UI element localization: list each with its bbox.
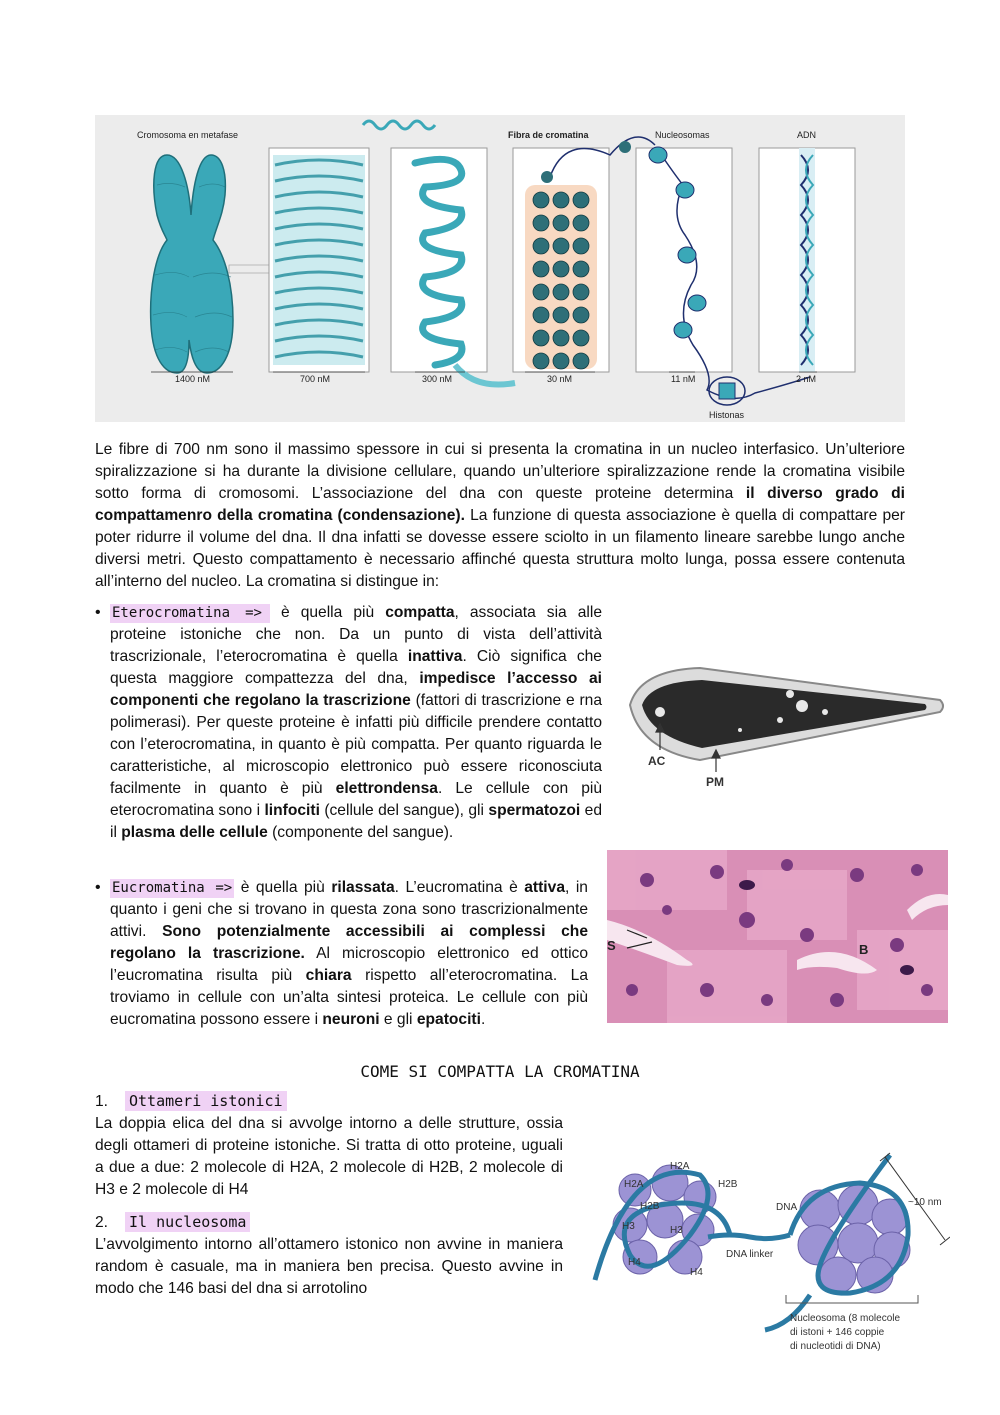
label-h2b: H2B — [718, 1179, 738, 1190]
etero-text: (componente del sangue). — [267, 824, 454, 841]
dna-helix-drawing — [799, 148, 815, 372]
euc-bold: attiva — [524, 879, 565, 896]
scale-30: 30 nM — [547, 374, 573, 384]
nucleosoma-number: 2. — [95, 1214, 109, 1231]
label-histonas: Histonas — [709, 410, 745, 420]
label-s: S — [607, 938, 616, 953]
label-fibra: Fibra de cromatina — [508, 130, 589, 140]
liver-histology-image — [607, 850, 948, 1023]
label-ac: AC — [648, 754, 666, 768]
chromosome-drawing — [151, 155, 269, 373]
etero-text: ed il — [110, 802, 602, 841]
nucleosoma-paragraph: L’avvolgimento intorno all’ottamero istonico non avvine in maniera random è casuale, ma in maniera ben precisa. Questo avvine in modo che 146 basi del dna si arrotolino — [95, 1236, 563, 1297]
bullet-icon: • — [95, 604, 101, 621]
eterocromatina-bullet — [95, 602, 602, 844]
scale-700: 700 nM — [300, 374, 331, 384]
label-h4-right: H4 — [690, 1267, 703, 1278]
caption-line-1: Nucleosoma (8 molecole — [790, 1313, 901, 1324]
etero-text: è quella più — [269, 604, 386, 621]
label-size: ~10 nm — [908, 1197, 942, 1208]
label-h2a-small: H2A — [624, 1179, 644, 1190]
euc-text: . L’eucromatina è — [394, 879, 525, 896]
label-cromosoma: Cromosoma en metafase — [137, 130, 239, 140]
eucromatina-title: Eucromatina => — [112, 880, 233, 896]
etero-text: (fattori di trascrizione e rna polimerasi). Per queste proteine è infatti più difficile prendere contatto con l’eterocromatina, in quanto è più compatta. Per quanto riguarda le caratteristiche, al microscopio elettronico può essere riconosciuta facilmente in quanto è più — [110, 692, 602, 797]
intro-bold-1: il diverso grado di compattamenro della cromatina (condensazione). — [95, 485, 905, 524]
etero-bold: spermatozoi — [488, 802, 581, 819]
intro-text-2: La funzione di questa associazione è quella di compattare per poter ridurre il volume del dna. Il dna infatti se dovesse essere sciolto in un filamento lineare sarebbe lungo anche diversi metri. Questo compattamento è necessario affinché questa struttura molto lunga, possa essere contenuta all’interno del nucleo. La cromatina si distingue in: — [95, 507, 905, 590]
euc-text: Al microscopio elettronico ed ottico l’eucromatina risulta più — [110, 945, 589, 984]
etero-text: . Ciò significa che questa maggiore compattezza del dna, — [110, 648, 602, 687]
eterocromatina-title: Eterocromatina => — [110, 604, 270, 623]
caption-line-3: di nucleotidi di DNA) — [790, 1341, 881, 1352]
intro-paragraph — [95, 439, 905, 593]
scale-1400: 1400 nM — [175, 374, 211, 384]
label-h3-mid: H3 — [670, 1225, 683, 1236]
spermatozoon-micrograph — [620, 650, 950, 800]
ottameri-paragraph: La doppia elica del dna si avvolge intorno a delle strutture, ossia degli ottameri di proteine istoniche. Si tratta di otto proteine, uguali a due a due: 2 molecole di H2A, 2 molecole di H2B, 2 molecole di H3 e 2 molecole di H4 — [95, 1115, 563, 1198]
label-b: B — [859, 942, 869, 957]
nucleosoma-heading — [95, 1211, 250, 1234]
etero-bold: impedisce l’accesso ai componenti che regolano la trascrizione — [110, 670, 602, 709]
section-title: COME SI COMPATTA LA CROMATINA — [360, 1062, 640, 1081]
nucleosoma-title: Il nucleosoma — [125, 1212, 250, 1232]
nucleosome-diagram — [590, 1135, 950, 1370]
euc-bold: Sono potenzialmente accessibili ai complessi che regolano la trascrizione. — [110, 923, 588, 962]
caption-line-2: di istoni + 146 coppie — [790, 1327, 885, 1338]
etero-text: , associata sia alle proteine istoniche che non. Da un punto di vista dell’attività trascrizionale, l’eterocromatina è quella — [110, 604, 602, 665]
label-pm: PM — [706, 775, 724, 789]
euc-text: è quella più — [234, 879, 332, 896]
label-h3-left: H3 — [622, 1221, 635, 1232]
label-adn: ADN — [797, 130, 817, 140]
euc-bold: rilassata — [331, 879, 395, 896]
etero-text: . Le cellule con più eterocromatina sono i — [110, 780, 602, 819]
bullet-icon: • — [95, 879, 101, 896]
eucromatina-bullet — [95, 877, 589, 1031]
label-h2a: H2A — [670, 1161, 690, 1172]
ottameri-title: Ottameri istonici — [125, 1091, 287, 1111]
euc-bold: neuroni — [322, 1011, 380, 1028]
ottameri-heading — [95, 1090, 287, 1113]
euc-text: rispetto all’eterocromatina. La troviamo in cellule con un’alta sintesi proteica. Le cellule con più eucromatina possono essere i — [110, 967, 588, 1028]
etero-bold: elettrondensa — [335, 780, 438, 797]
scale-2: 2 nM — [796, 374, 817, 384]
ottameri-number: 1. — [95, 1093, 109, 1110]
etero-bold: inattiva — [407, 648, 463, 665]
euc-bold: chiara — [305, 967, 352, 984]
scale-11: 11 nM — [671, 374, 696, 384]
label-dna: DNA — [776, 1202, 798, 1213]
label-h2b-inner: H2B — [640, 1201, 660, 1212]
label-h4-left: H4 — [628, 1257, 641, 1268]
euc-text: , in quanto i geni che si trovano in questa zona sono trascrizionalmente attivi. — [110, 879, 588, 940]
chromatin-compaction-figure — [95, 115, 905, 422]
scale-300: 300 nM — [422, 374, 453, 384]
label-nucleosomas: Nucleosomas — [655, 130, 710, 140]
euc-text: e gli — [379, 1011, 417, 1028]
etero-bold: plasma delle cellule — [121, 824, 268, 841]
label-dna-linker: DNA linker — [726, 1249, 774, 1260]
etero-bold: compatta — [385, 604, 455, 621]
euc-text: . — [480, 1011, 486, 1028]
etero-text: (cellule del sangue), gli — [319, 802, 489, 819]
euc-bold: epatociti — [416, 1011, 481, 1028]
intro-text-1: Le fibre di 700 nm sono il massimo spessore in cui si presenta la cromatina in un nucleo interfasico. Un’ulteriore spiralizzazione si ha durante la divisione cellulare, quando un’ulteriore spiralizzazione rende la cromatina visibile sotto forma di cromosomi. L’associazione del dna con queste proteine determina — [95, 441, 905, 502]
etero-bold: linfociti — [264, 802, 320, 819]
